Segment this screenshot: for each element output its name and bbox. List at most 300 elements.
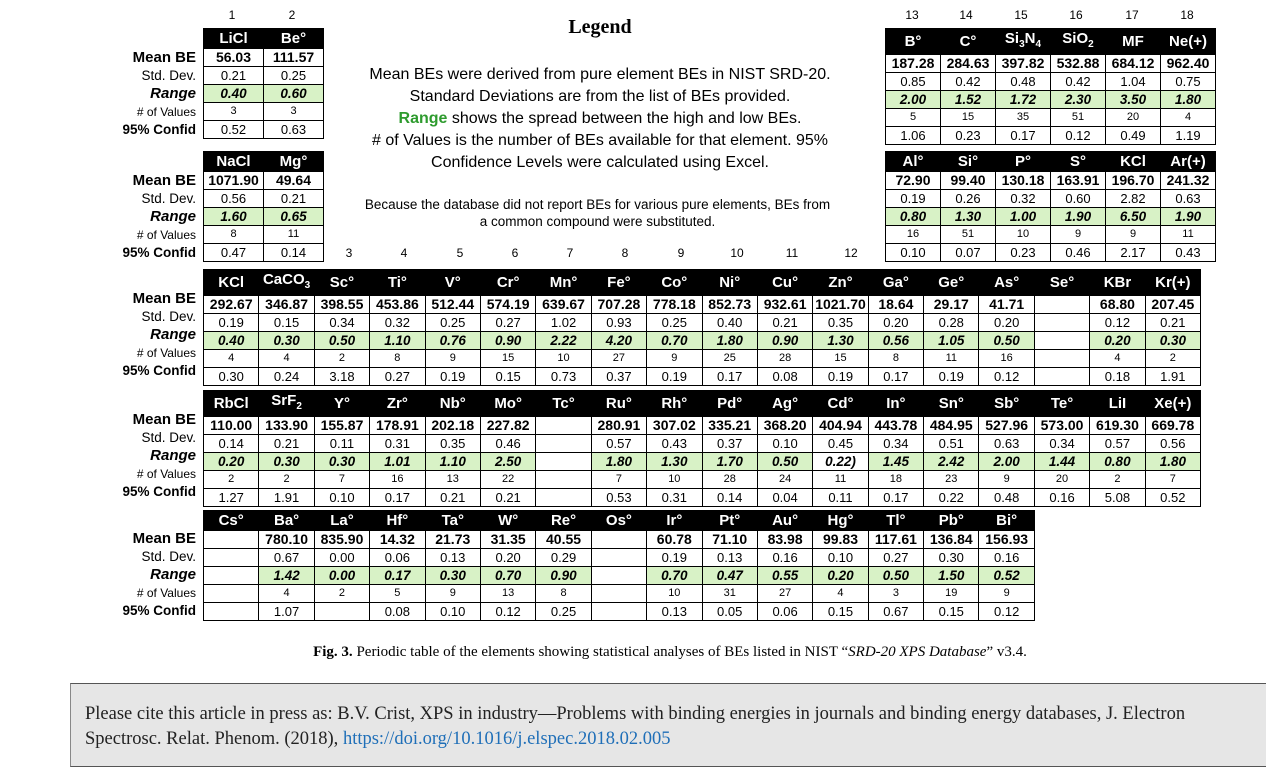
row5-range-cell: 0.30 xyxy=(314,453,369,471)
column-number-8: 8 xyxy=(621,246,629,260)
row6-header-cell: Pt° xyxy=(702,511,757,531)
row4-conf-cell: 0.24 xyxy=(259,368,314,386)
left2-nval-row xyxy=(204,226,324,244)
row5-std-cell: 0.34 xyxy=(868,435,923,453)
row6-mean-cell: 21.73 xyxy=(425,531,480,549)
row4-conf-cell: 0.18 xyxy=(1090,368,1145,386)
row6-mean-cell: 31.35 xyxy=(480,531,535,549)
right2-conf-cell: 2.17 xyxy=(1106,244,1161,262)
row6-conf-cell: 0.12 xyxy=(979,603,1034,621)
right1-std-row xyxy=(886,73,1216,91)
row4-nval-cell: 27 xyxy=(591,350,646,368)
row6-header-cell: Cs° xyxy=(204,511,259,531)
row5-nval-cell: 16 xyxy=(370,471,425,489)
row6-conf-cell xyxy=(314,603,369,621)
row4-std-cell: 0.19 xyxy=(204,314,259,332)
right2-range-row xyxy=(886,208,1216,226)
row4-std-cell xyxy=(1034,314,1089,332)
left1-mean-cell: 111.57 xyxy=(264,49,324,67)
right1-std-cell: 0.42 xyxy=(1051,73,1106,91)
row4-mean-cell: 29.17 xyxy=(924,296,979,314)
right2-conf-row xyxy=(886,244,1216,262)
row5-nval-cell xyxy=(536,471,591,489)
right1-mean-cell: 962.40 xyxy=(1161,55,1216,73)
row6-nval-cell: 5 xyxy=(370,585,425,603)
row5-mean-cell xyxy=(536,417,591,435)
row5-nval-cell: 7 xyxy=(1145,471,1200,489)
right1-std-cell: 0.85 xyxy=(886,73,941,91)
column-number-9: 9 xyxy=(677,246,685,260)
row4-std-cell: 0.12 xyxy=(1090,314,1145,332)
left1-header-cell: LiCl xyxy=(204,29,264,49)
row4-nval-cell xyxy=(1034,350,1089,368)
row5-mean-cell: 335.21 xyxy=(702,417,757,435)
row5-mean-cell: 110.00 xyxy=(204,417,259,435)
left2-header-cell: Mg° xyxy=(264,152,324,172)
row5-header-row xyxy=(204,391,1201,417)
row4-nval-cell: 16 xyxy=(979,350,1034,368)
right1-conf-cell: 0.23 xyxy=(941,127,996,145)
right2-header-cell: S° xyxy=(1051,152,1106,172)
row5-conf-cell: 0.52 xyxy=(1145,489,1200,507)
row4-mean-cell: 292.67 xyxy=(204,296,259,314)
right1-std-cell: 1.04 xyxy=(1106,73,1161,91)
row5-range-cell: 1.70 xyxy=(702,453,757,471)
row5-mean-cell: 307.02 xyxy=(647,417,702,435)
column-number-15: 15 xyxy=(1014,8,1028,22)
right1-conf-row xyxy=(886,127,1216,145)
right1-header-cell: Ne(+) xyxy=(1161,29,1216,55)
label-std-dev: Std. Dev. xyxy=(141,309,196,324)
row4-nval-cell: 4 xyxy=(259,350,314,368)
row6-mean-cell: 60.78 xyxy=(647,531,702,549)
right2-std-cell: 2.82 xyxy=(1106,190,1161,208)
column-number-18: 18 xyxy=(1180,8,1194,22)
row6-conf-cell xyxy=(591,603,646,621)
column-number-7: 7 xyxy=(566,246,574,260)
row4-header-cell: Fe° xyxy=(591,270,646,296)
row4-nval-cell: 15 xyxy=(813,350,868,368)
row4-std-cell: 0.35 xyxy=(813,314,868,332)
row4-mean-cell: 707.28 xyxy=(591,296,646,314)
row4-nval-cell: 15 xyxy=(480,350,535,368)
row6-std-cell: 0.13 xyxy=(702,549,757,567)
row5-nval-cell: 7 xyxy=(591,471,646,489)
label-range: Range xyxy=(150,447,196,464)
row5-std-cell: 0.34 xyxy=(1034,435,1089,453)
left1-nval-cell: 3 xyxy=(204,103,264,121)
row6-nval-cell: 10 xyxy=(647,585,702,603)
row6-std-cell: 0.10 xyxy=(813,549,868,567)
right1-header-cell: B° xyxy=(886,29,941,55)
row6-conf-cell: 0.15 xyxy=(924,603,979,621)
left1-conf-row xyxy=(204,121,324,139)
right2-range-cell: 6.50 xyxy=(1106,208,1161,226)
row4-range-cell: 1.30 xyxy=(813,332,868,350)
label-num-values: # of Values xyxy=(136,467,196,481)
row5-std-cell: 0.43 xyxy=(647,435,702,453)
right2-conf-cell: 0.23 xyxy=(996,244,1051,262)
row5-conf-cell: 0.31 xyxy=(647,489,702,507)
row4-mean-cell: 68.80 xyxy=(1090,296,1145,314)
row4-std-cell: 0.21 xyxy=(757,314,812,332)
row6-nval-cell: 3 xyxy=(868,585,923,603)
row4-header-cell: Sc° xyxy=(314,270,369,296)
right2-std-cell: 0.19 xyxy=(886,190,941,208)
column-number-13: 13 xyxy=(905,8,919,22)
right1-std-cell: 0.48 xyxy=(996,73,1051,91)
row4-conf-cell: 0.27 xyxy=(370,368,425,386)
row5-conf-cell: 0.48 xyxy=(979,489,1034,507)
row6-header-cell: Hf° xyxy=(370,511,425,531)
row4-std-cell: 0.25 xyxy=(425,314,480,332)
row5-mean-cell: 227.82 xyxy=(480,417,535,435)
row6-conf-cell: 0.06 xyxy=(757,603,812,621)
right1-header-cell: MF xyxy=(1106,29,1161,55)
right2-std-cell: 0.63 xyxy=(1161,190,1216,208)
row4-std-cell: 0.21 xyxy=(1145,314,1200,332)
row4-header-cell: Mn° xyxy=(536,270,591,296)
left2-mean-cell: 49.64 xyxy=(264,172,324,190)
row4-mean-cell: 932.61 xyxy=(757,296,812,314)
row4-mean-cell: 574.19 xyxy=(480,296,535,314)
row4-range-cell: 2.22 xyxy=(536,332,591,350)
row6-header-cell: Re° xyxy=(536,511,591,531)
right2-range-cell: 1.90 xyxy=(1051,208,1106,226)
row4-header-cell: CaCO$_3$ xyxy=(259,270,314,296)
legend-line-2: shows the spread between the high and low BEs. xyxy=(447,110,802,127)
row4-mean-cell: 41.71 xyxy=(979,296,1034,314)
row4-std-cell: 0.93 xyxy=(591,314,646,332)
label-confidence: 95% Confid xyxy=(122,603,196,618)
row5-std-cell: 0.56 xyxy=(1145,435,1200,453)
right1-conf-cell: 0.49 xyxy=(1106,127,1161,145)
row5-conf-cell: 0.22 xyxy=(924,489,979,507)
row6-range-cell: 0.17 xyxy=(370,567,425,585)
row6-nval-cell: 8 xyxy=(536,585,591,603)
row-labels-block-5 xyxy=(0,530,196,620)
row5-range-cell: 0.20 xyxy=(204,453,259,471)
left1-nval-cell: 3 xyxy=(264,103,324,121)
row4-range-cell: 0.30 xyxy=(259,332,314,350)
group-right1 xyxy=(885,28,1216,145)
row5-conf-cell: 0.17 xyxy=(370,489,425,507)
column-number-6: 6 xyxy=(511,246,519,260)
right1-range-cell: 1.52 xyxy=(941,91,996,109)
group-right2 xyxy=(885,151,1216,262)
row6-nval-cell: 2 xyxy=(314,585,369,603)
right2-mean-row xyxy=(886,172,1216,190)
label-num-values: # of Values xyxy=(136,105,196,119)
row6-nval-cell: 9 xyxy=(979,585,1034,603)
row5-conf-cell: 5.08 xyxy=(1090,489,1145,507)
row6-mean-cell: 835.90 xyxy=(314,531,369,549)
label-mean-be: Mean BE xyxy=(132,411,196,428)
row6-range-cell: 1.42 xyxy=(259,567,314,585)
left2-nval-cell: 8 xyxy=(204,226,264,244)
right1-range-cell: 3.50 xyxy=(1106,91,1161,109)
left2-range-cell: 0.65 xyxy=(264,208,324,226)
right1-conf-cell: 0.17 xyxy=(996,127,1051,145)
label-std-dev: Std. Dev. xyxy=(141,191,196,206)
caption-label: Fig. 3. xyxy=(313,644,353,660)
row4-nval-cell: 11 xyxy=(924,350,979,368)
citation-box xyxy=(70,683,1266,767)
right2-header-cell: Si° xyxy=(941,152,996,172)
row4-header-cell: Kr(+) xyxy=(1145,270,1200,296)
row5-header-cell: RbCl xyxy=(204,391,259,417)
row4-conf-cell xyxy=(1034,368,1089,386)
row-labels-block-1 xyxy=(0,49,196,139)
row4-range-cell: 0.20 xyxy=(1090,332,1145,350)
row4-header-cell: As° xyxy=(979,270,1034,296)
row6-mean-cell: 40.55 xyxy=(536,531,591,549)
row4-range-cell: 0.90 xyxy=(757,332,812,350)
row6-header-cell: Tl° xyxy=(868,511,923,531)
legend-text xyxy=(340,64,860,174)
label-std-dev: Std. Dev. xyxy=(141,430,196,445)
row5-conf-row xyxy=(204,489,1201,507)
row5-range-cell: 2.50 xyxy=(480,453,535,471)
row4-conf-cell: 0.37 xyxy=(591,368,646,386)
row5-header-cell: Sn° xyxy=(924,391,979,417)
row4-nval-cell: 9 xyxy=(647,350,702,368)
row5-std-cell: 0.57 xyxy=(591,435,646,453)
row5-header-cell: Nb° xyxy=(425,391,480,417)
row6-mean-cell: 780.10 xyxy=(259,531,314,549)
row6-header-cell: Ta° xyxy=(425,511,480,531)
right2-header-row xyxy=(886,152,1216,172)
legend-note: Because the database did not report BEs for various pure elements, BEs from a common compound were substituted. xyxy=(364,197,831,229)
right1-conf-cell: 1.06 xyxy=(886,127,941,145)
citation-doi-link[interactable]: https://doi.org/10.1016/j.elspec.2018.02.005 xyxy=(342,729,671,749)
row5-std-cell: 0.63 xyxy=(979,435,1034,453)
row5-header-cell: SrF$_2$ xyxy=(259,391,314,417)
row6-range-cell: 0.70 xyxy=(480,567,535,585)
row4-nval-cell: 4 xyxy=(204,350,259,368)
row5-nval-cell: 2 xyxy=(204,471,259,489)
row6-mean-cell: 117.61 xyxy=(868,531,923,549)
row6-header-cell: Os° xyxy=(591,511,646,531)
row6-nval-row xyxy=(204,585,1035,603)
row4-mean-cell: 512.44 xyxy=(425,296,480,314)
right2-range-cell: 1.90 xyxy=(1161,208,1216,226)
row4-conf-cell: 0.19 xyxy=(813,368,868,386)
right2-header-cell: KCl xyxy=(1106,152,1161,172)
row5-header-cell: Rh° xyxy=(647,391,702,417)
right1-nval-cell: 5 xyxy=(886,109,941,127)
row5-range-cell: 1.30 xyxy=(647,453,702,471)
left1-std-row xyxy=(204,67,324,85)
row5-header-cell: Pd° xyxy=(702,391,757,417)
right1-range-cell: 1.72 xyxy=(996,91,1051,109)
column-number-4: 4 xyxy=(400,246,408,260)
group-left1 xyxy=(203,28,324,139)
group-row4 xyxy=(203,269,1201,386)
right2-mean-cell: 196.70 xyxy=(1106,172,1161,190)
row5-range-cell: 1.01 xyxy=(370,453,425,471)
label-range: Range xyxy=(150,566,196,583)
row6-range-cell: 0.50 xyxy=(868,567,923,585)
row5-conf-cell: 1.27 xyxy=(204,489,259,507)
right1-header-cell: $Si_3N_4$ xyxy=(996,29,1051,55)
row4-header-cell: Ti° xyxy=(370,270,425,296)
row4-nval-cell: 8 xyxy=(868,350,923,368)
row5-conf-cell: 0.17 xyxy=(868,489,923,507)
row4-header-cell: Co° xyxy=(647,270,702,296)
row6-std-row xyxy=(204,549,1035,567)
right1-conf-cell: 1.19 xyxy=(1161,127,1216,145)
row5-range-cell: 1.80 xyxy=(1145,453,1200,471)
row4-range-cell: 1.80 xyxy=(702,332,757,350)
row5-nval-cell: 22 xyxy=(480,471,535,489)
row6-range-cell: 0.20 xyxy=(813,567,868,585)
left2-range-row xyxy=(204,208,324,226)
row5-conf-cell xyxy=(536,489,591,507)
right1-range-row xyxy=(886,91,1216,109)
row4-mean-cell: 398.55 xyxy=(314,296,369,314)
label-mean-be: Mean BE xyxy=(132,530,196,547)
row5-mean-cell: 484.95 xyxy=(924,417,979,435)
row4-conf-cell: 0.15 xyxy=(480,368,535,386)
row6-header-cell: Ir° xyxy=(647,511,702,531)
right1-mean-row xyxy=(886,55,1216,73)
row4-conf-cell: 0.12 xyxy=(979,368,1034,386)
left2-nval-cell: 11 xyxy=(264,226,324,244)
row5-range-cell: 1.45 xyxy=(868,453,923,471)
row6-std-cell: 0.29 xyxy=(536,549,591,567)
row6-mean-cell: 14.32 xyxy=(370,531,425,549)
right1-mean-cell: 284.63 xyxy=(941,55,996,73)
row4-mean-cell: 346.87 xyxy=(259,296,314,314)
row4-conf-cell: 0.17 xyxy=(868,368,923,386)
row5-nval-cell: 28 xyxy=(702,471,757,489)
row5-std-cell: 0.37 xyxy=(702,435,757,453)
row5-header-cell: Xe(+) xyxy=(1145,391,1200,417)
row5-range-cell: 0.50 xyxy=(757,453,812,471)
row5-range-cell xyxy=(536,453,591,471)
right2-std-cell: 0.26 xyxy=(941,190,996,208)
row5-nval-cell: 13 xyxy=(425,471,480,489)
right1-std-cell: 0.42 xyxy=(941,73,996,91)
row5-nval-row xyxy=(204,471,1201,489)
row6-std-cell: 0.30 xyxy=(924,549,979,567)
row4-mean-cell: 1021.70 xyxy=(813,296,868,314)
row4-std-cell: 0.34 xyxy=(314,314,369,332)
row-labels-block-3 xyxy=(0,290,196,380)
row6-nval-cell: 9 xyxy=(425,585,480,603)
right1-nval-row xyxy=(886,109,1216,127)
row6-nval-cell: 13 xyxy=(480,585,535,603)
row4-mean-cell: 207.45 xyxy=(1145,296,1200,314)
row5-conf-cell: 0.21 xyxy=(425,489,480,507)
citation-body: Please cite this article in press as: B.V. Crist, XPS in industry—Problems with binding energies in journals and binding energy databases, J. Electron Spectrosc. Relat. Phenom. (2018), xyxy=(85,704,1186,749)
row5-conf-cell: 0.53 xyxy=(591,489,646,507)
row4-header-cell: Cr° xyxy=(480,270,535,296)
label-confidence: 95% Confid xyxy=(122,122,196,137)
row6-std-cell: 0.16 xyxy=(979,549,1034,567)
row5-mean-cell: 133.90 xyxy=(259,417,314,435)
column-number-14: 14 xyxy=(959,8,973,22)
row5-header-cell: Sb° xyxy=(979,391,1034,417)
row5-nval-cell: 11 xyxy=(813,471,868,489)
legend-title: Legend xyxy=(568,16,632,38)
row5-conf-cell: 0.16 xyxy=(1034,489,1089,507)
row6-header-cell: La° xyxy=(314,511,369,531)
row6-mean-cell: 136.84 xyxy=(924,531,979,549)
label-std-dev: Std. Dev. xyxy=(141,68,196,83)
row5-conf-cell: 0.14 xyxy=(702,489,757,507)
row4-std-cell: 0.20 xyxy=(979,314,1034,332)
row4-nval-cell: 9 xyxy=(425,350,480,368)
row5-mean-cell: 669.78 xyxy=(1145,417,1200,435)
column-number-3: 3 xyxy=(345,246,353,260)
row5-header-cell: Mo° xyxy=(480,391,535,417)
row4-header-cell: V° xyxy=(425,270,480,296)
left1-range-cell: 0.40 xyxy=(204,85,264,103)
row5-std-cell: 0.45 xyxy=(813,435,868,453)
row5-header-cell: Te° xyxy=(1034,391,1089,417)
left2-mean-cell: 1071.90 xyxy=(204,172,264,190)
row5-mean-cell: 368.20 xyxy=(757,417,812,435)
row6-conf-row xyxy=(204,603,1035,621)
row4-std-cell: 0.40 xyxy=(702,314,757,332)
row4-range-cell: 0.50 xyxy=(979,332,1034,350)
row6-mean-cell: 71.10 xyxy=(702,531,757,549)
row6-std-cell: 0.16 xyxy=(757,549,812,567)
row4-mean-cell: 18.64 xyxy=(868,296,923,314)
row5-std-cell: 0.14 xyxy=(204,435,259,453)
row6-conf-cell xyxy=(204,603,259,621)
row5-header-cell: Tc° xyxy=(536,391,591,417)
row4-std-row xyxy=(204,314,1201,332)
row-labels-block-2 xyxy=(0,172,196,262)
row6-std-cell: 0.20 xyxy=(480,549,535,567)
row6-nval-cell: 19 xyxy=(924,585,979,603)
row4-nval-cell: 8 xyxy=(370,350,425,368)
row5-conf-cell: 0.11 xyxy=(813,489,868,507)
right2-range-cell: 0.80 xyxy=(886,208,941,226)
row6-conf-cell: 0.25 xyxy=(536,603,591,621)
row6-conf-cell: 0.13 xyxy=(647,603,702,621)
column-number-5: 5 xyxy=(456,246,464,260)
left1-conf-cell: 0.63 xyxy=(264,121,324,139)
right1-range-cell: 2.00 xyxy=(886,91,941,109)
group-row6 xyxy=(203,510,1035,621)
row5-std-row xyxy=(204,435,1201,453)
row6-mean-cell xyxy=(591,531,646,549)
row6-nval-cell: 27 xyxy=(757,585,812,603)
row4-range-row xyxy=(204,332,1201,350)
right2-nval-cell: 9 xyxy=(1106,226,1161,244)
row5-nval-cell: 2 xyxy=(259,471,314,489)
row6-std-cell: 0.67 xyxy=(259,549,314,567)
right2-range-cell: 1.30 xyxy=(941,208,996,226)
row6-conf-cell: 0.12 xyxy=(480,603,535,621)
row5-range-cell: 0.80 xyxy=(1090,453,1145,471)
right1-nval-cell: 51 xyxy=(1051,109,1106,127)
row4-range-cell: 1.10 xyxy=(370,332,425,350)
row4-std-cell: 1.02 xyxy=(536,314,591,332)
row5-std-cell: 0.11 xyxy=(314,435,369,453)
row5-std-cell xyxy=(536,435,591,453)
row4-conf-cell: 0.19 xyxy=(647,368,702,386)
row4-std-cell: 0.28 xyxy=(924,314,979,332)
row4-header-cell: Zn° xyxy=(813,270,868,296)
row4-nval-cell: 25 xyxy=(702,350,757,368)
row4-std-cell: 0.20 xyxy=(868,314,923,332)
row4-range-cell: 0.40 xyxy=(204,332,259,350)
